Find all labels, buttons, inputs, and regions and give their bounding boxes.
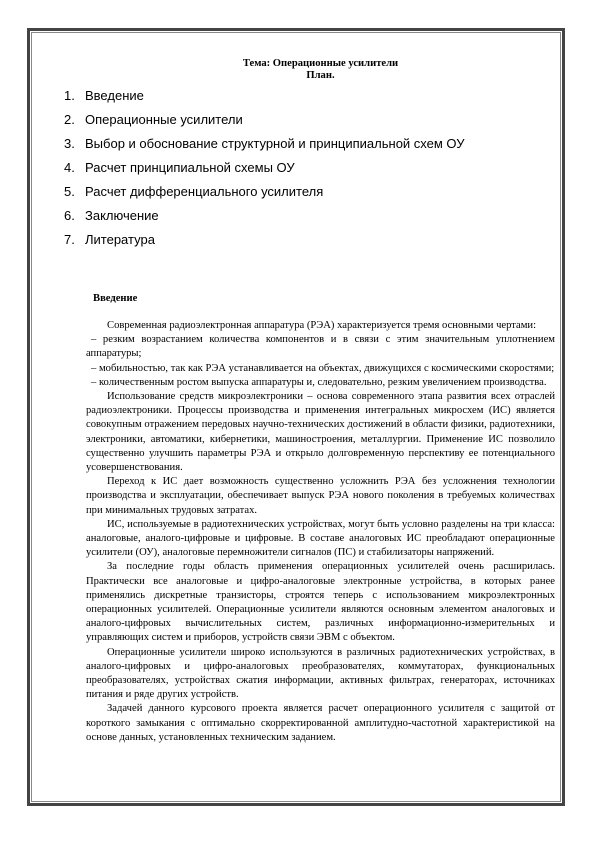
plan-item-label: Заключение [85,208,159,223]
plan-item-label: Расчет дифференциального усилителя [85,184,324,199]
paragraph: – мобильностью, так как РЭА устанавливается на объектах, движущихся с космическими скоростями; [91,362,555,374]
plan-item-number: 4. [64,160,75,175]
plan-item-label: Литература [85,232,155,247]
plan-item [64,204,555,228]
paragraph: Современная радиоэлектронная аппаратура (РЭА) характеризуется тремя основными чертами: [107,320,537,331]
plan-item-label: Введение [85,88,144,103]
topic-title: Тема: Операционные усилители [242,58,399,69]
plan-item [64,156,555,180]
paragraph: – резким возрастанием количества компонентов и в связи с этим значительным уплотнением аппаратуры; [86,334,555,360]
plan-item-number: 3. [64,136,75,151]
document-body [64,58,555,745]
plan-heading: План. [306,70,335,81]
plan-item [64,180,555,204]
paragraph: – количественным ростом выпуска аппаратуры и, следовательно, резким увеличением производства. [91,376,547,388]
plan-item-label: Выбор и обоснование структурной и принципиальной схем ОУ [85,136,465,151]
plan-item-label: Расчет принципиальной схемы ОУ [85,160,295,175]
paragraph: Операционные усилители широко используются в различных радиотехнических устройствах, в аналого-цифровых и цифро-аналоговых преобразователях, коммутаторах, функциональных преобразователях, устройствах сжатия информации, активных фильтрах, генераторах, источниках питания и ряде других устройств. [86,646,555,701]
plan-item [64,228,555,252]
intro-text [86,319,555,745]
plan-item [64,84,555,108]
paragraph: Использование средств микроэлектроники – основа современного этапа развития всех отраслей радиоэлектроники. Процессы производства и применения интегральных микросхем (ИС) является совокупным отражением передовых научно-технических достижений в области физики, радиотехники, электроники, автоматики, кибернетики, машиностроения, металлургии. Применение ИС позволило существенно улучшить параметры РЭА и открыло долговременную перспективу ее потенциального усовершенствования. [86,391,555,474]
plan-item-number: 2. [64,112,75,127]
paragraph: За последние годы область применения операционных усилителей очень расширилась. Практически все аналоговые и цифро-аналоговые электронные устройства, в которых ранее применялись дискретные транзисторы, строятся теперь с использованием микроэлектронных операционных усилителей. Операционные усилители являются основным элементом аналоговых и аналого-цифровых вычислительных систем, различных информационно-измерительных и управляющих систем и приборов, устройств связи ЭВМ с объектом. [86,561,555,644]
plan-item-label: Операционные усилители [85,112,243,127]
plan-item [64,132,555,156]
paragraph: ИС, используемые в радиотехнических устройствах, могут быть условно разделены на три класса: аналоговые, аналого-цифровые и цифровые. В составе аналоговых ИС преобладают операционные усилители (ОУ), аналоговые перемножители сигналов (ПС) и стабилизаторы напряжений. [86,518,555,559]
intro-heading: Введение [93,293,138,304]
plan-item-number: 1. [64,88,75,103]
paragraph: Задачей данного курсового проекта является расчет операционного усилителя с защитой от короткого замыкания с оптимально скорректированной амплитудно-частотной характеристикой на основе данных, установленных техническим заданием. [86,703,555,743]
plan-item [64,108,555,132]
plan-list [64,84,555,252]
plan-item-number: 6. [64,208,75,223]
paragraph: Переход к ИС дает возможность существенно усложнить РЭА без усложнения технологии производства и эксплуатации, обеспечивает выпуск РЭА нового поколения в требуемых количествах при минимальных трудовых затратах. [86,476,555,516]
plan-item-number: 5. [64,184,75,199]
plan-item-number: 7. [64,232,75,247]
